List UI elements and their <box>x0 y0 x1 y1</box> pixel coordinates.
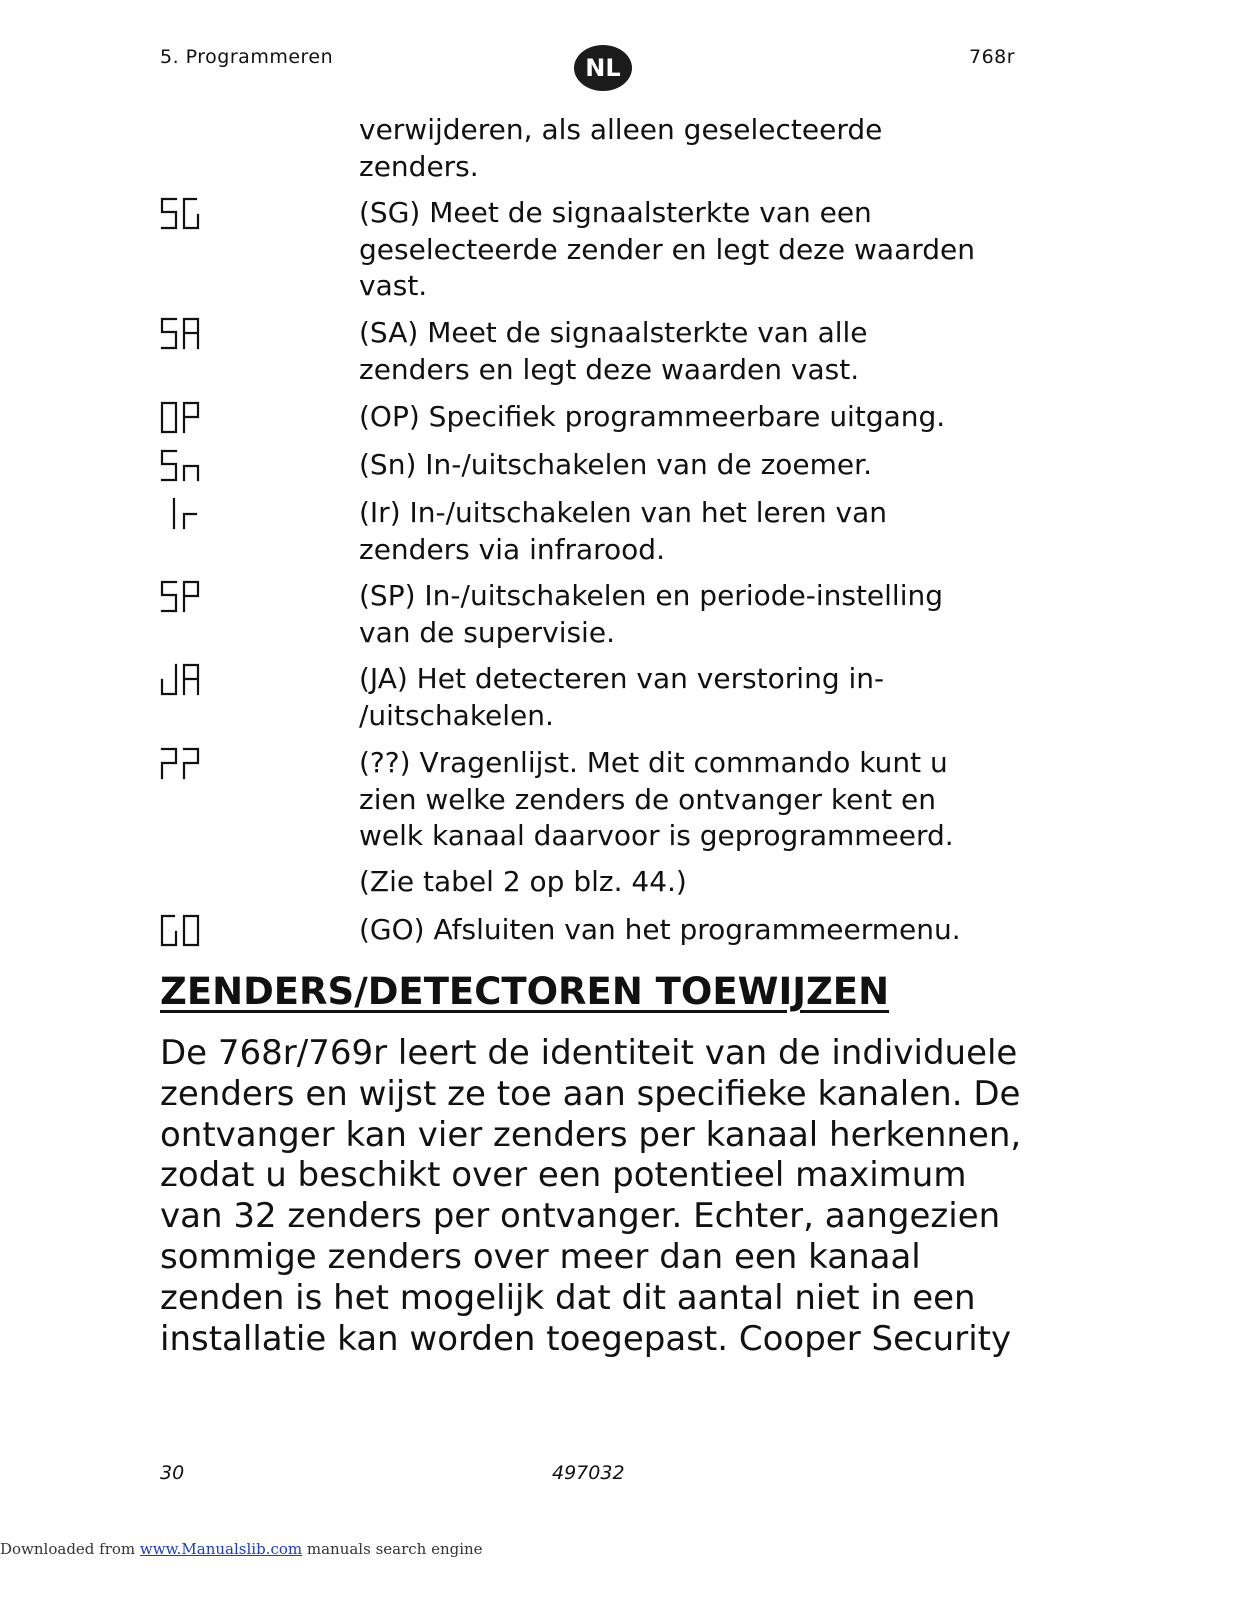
entry-description <box>359 399 1039 436</box>
entry-description <box>359 315 1039 388</box>
entry-description <box>359 745 1039 855</box>
description-line: van de supervisie. <box>359 615 615 649</box>
body-line: zenden is het mogelijk dat dit aantal niet in een <box>160 1277 976 1318</box>
language-badge: NL <box>574 45 632 91</box>
body-line: De 768r/769r leert de identiteit van de individuele <box>160 1033 1018 1073</box>
section-title: 5. Programmeren <box>160 46 334 68</box>
description-line: (SA) Meet de signaalsterkte van alle <box>359 316 868 349</box>
description-line: /uitschakelen. <box>359 698 554 732</box>
description-line: verwijderen, als alleen geselecteerde <box>359 113 883 146</box>
lcd-code-ir-icon <box>160 497 230 531</box>
description-line: (Ir) In-/uitschakelen van het leren van <box>359 496 888 529</box>
lcd-code-sp-icon <box>160 580 230 614</box>
description-line: zien welke zenders de ontvanger kent en <box>359 782 936 816</box>
description-line: geselecteerde zender en legt deze waarden <box>359 232 975 266</box>
description-line: vast. <box>359 269 428 302</box>
body-line: sommige zenders over meer dan een kanaal <box>160 1236 921 1277</box>
entry-description <box>359 864 1039 901</box>
lcd-code-question-icon <box>160 747 230 781</box>
lcd-code-sa-icon <box>160 317 230 351</box>
entry-description <box>359 661 1039 734</box>
lcd-code-op-icon <box>160 401 230 435</box>
description-line: zenders via infrarood. <box>359 532 665 566</box>
body-line: zodat u beschikt over een potentieel maximum <box>160 1155 967 1196</box>
entry-description <box>359 195 1039 305</box>
document-code: 497032 <box>552 1462 625 1484</box>
lcd-code-sn-icon <box>160 449 230 483</box>
page-number: 30 <box>160 1462 185 1484</box>
description-line: (OP) Specifiek programmeerbare uitgang. <box>359 400 946 433</box>
body-line: ontvanger kan vier zenders per kanaal herkennen, <box>160 1114 1022 1155</box>
section-heading: ZENDERS/DETECTOREN TOEWIJZEN <box>160 970 890 1013</box>
description-line: zenders en legt deze waarden vast. <box>359 352 860 386</box>
entry-description <box>359 112 1039 185</box>
body-paragraph <box>160 1033 1040 1359</box>
manualslib-link[interactable]: www.Manualslib.com <box>139 1540 303 1558</box>
description-line: (Zie tabel 2 op blz. 44.) <box>359 865 687 898</box>
model-number: 768r <box>969 46 1016 68</box>
download-suffix: manuals search engine <box>302 1540 483 1558</box>
body-line: zenders en wijst ze toe aan specifieke kanalen. De <box>160 1073 1021 1114</box>
entry-description <box>359 447 1039 484</box>
description-line: (Sn) In-/uitschakelen van de zoemer. <box>359 448 872 481</box>
entry-description <box>359 912 1039 949</box>
entry-description <box>359 495 1039 568</box>
lcd-code-ja-icon <box>160 663 230 697</box>
download-notice <box>0 1540 483 1558</box>
description-line: (SG) Meet de signaalsterkte van een <box>359 196 872 229</box>
entry-description <box>359 578 1039 651</box>
lcd-code-sg-icon <box>160 197 230 231</box>
description-line: (GO) Afsluiten van het programmeermenu. <box>359 913 961 946</box>
body-line: installatie kan worden toegepast. Cooper Security <box>160 1318 1012 1359</box>
description-line: zenders. <box>359 149 479 183</box>
description-line: (JA) Het detecteren van verstoring in- <box>359 662 885 695</box>
description-line: (SP) In-/uitschakelen en periode-instelling <box>359 579 944 612</box>
download-prefix: Downloaded from <box>0 1540 140 1558</box>
description-line: welk kanaal daarvoor is geprogrammeerd. <box>359 819 954 852</box>
description-line: (??) Vragenlijst. Met dit commando kunt u <box>359 746 948 779</box>
body-line: van 32 zenders per ontvanger. Echter, aangezien <box>160 1196 1001 1237</box>
lcd-code-go-icon <box>160 914 230 948</box>
